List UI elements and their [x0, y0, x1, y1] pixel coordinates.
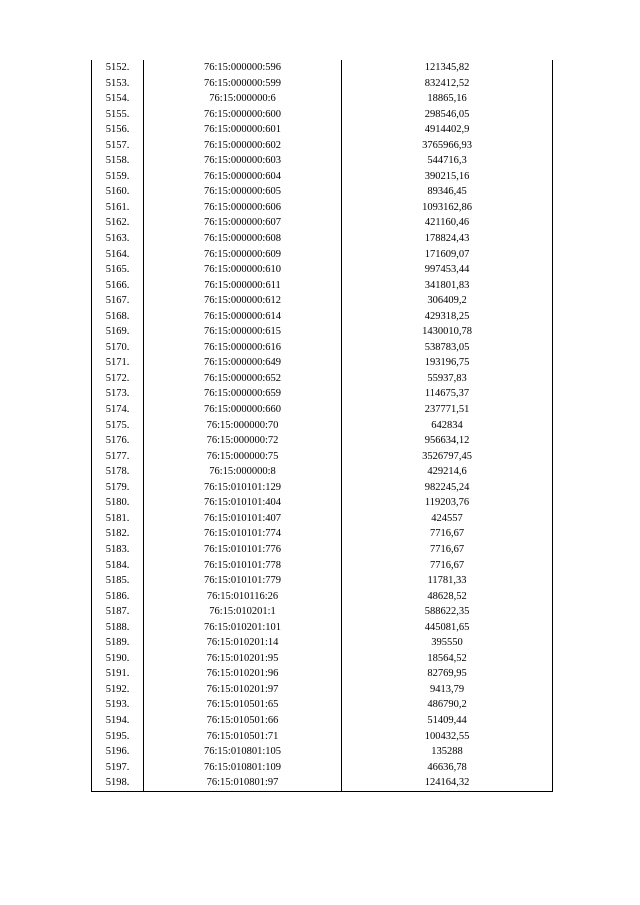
cadastral-value-cell: 832412,52: [342, 76, 553, 92]
cadastral-value-cell: 7716,67: [342, 558, 553, 574]
row-number-cell: 5167.: [92, 293, 144, 309]
table-row: [92, 449, 553, 465]
cadastral-value-cell: 178824,43: [342, 231, 553, 247]
row-number-cell: 5175.: [92, 418, 144, 434]
table-row: [92, 324, 553, 340]
cadastral-number-cell: 76:15:000000:612: [144, 293, 342, 309]
table-row: [92, 495, 553, 511]
cadastral-number-cell: 76:15:000000:70: [144, 418, 342, 434]
row-number-cell: 5169.: [92, 324, 144, 340]
row-number-cell: 5186.: [92, 589, 144, 605]
cadastral-value-cell: 82769,95: [342, 666, 553, 682]
cadastral-value-cell: 642834: [342, 418, 553, 434]
table-row: [92, 697, 553, 713]
cadastral-value-cell: 395550: [342, 635, 553, 651]
table-row: [92, 231, 553, 247]
table-row: [92, 744, 553, 760]
table-row: [92, 713, 553, 729]
cadastral-value-cell: 237771,51: [342, 402, 553, 418]
cadastral-value-cell: 421160,46: [342, 215, 553, 231]
table-row: [92, 184, 553, 200]
table-row: [92, 371, 553, 387]
cadastral-number-cell: 76:15:010116:26: [144, 589, 342, 605]
cadastral-value-cell: 486790,2: [342, 697, 553, 713]
table-row: [92, 511, 553, 527]
cadastral-number-cell: 76:15:010101:407: [144, 511, 342, 527]
cadastral-value-cell: 306409,2: [342, 293, 553, 309]
cadastral-value-cell: 3765966,93: [342, 138, 553, 154]
cadastral-number-cell: 76:15:000000:608: [144, 231, 342, 247]
row-number-cell: 5191.: [92, 666, 144, 682]
table-row: [92, 589, 553, 605]
row-number-cell: 5173.: [92, 386, 144, 402]
cadastral-value-cell: 18865,16: [342, 91, 553, 107]
cadastral-number-cell: 76:15:000000:8: [144, 464, 342, 480]
cadastral-number-cell: 76:15:000000:600: [144, 107, 342, 123]
cadastral-value-cell: 119203,76: [342, 495, 553, 511]
cadastral-value-cell: 3526797,45: [342, 449, 553, 465]
cadastral-value-cell: 390215,16: [342, 169, 553, 185]
row-number-cell: 5172.: [92, 371, 144, 387]
row-number-cell: 5157.: [92, 138, 144, 154]
table-row: [92, 153, 553, 169]
row-number-cell: 5192.: [92, 682, 144, 698]
table-row: [92, 107, 553, 123]
cadastral-number-cell: 76:15:000000:652: [144, 371, 342, 387]
cadastral-value-cell: 588622,35: [342, 604, 553, 620]
cadastral-number-cell: 76:15:000000:611: [144, 278, 342, 294]
cadastral-number-cell: 76:15:000000:649: [144, 355, 342, 371]
cadastral-number-cell: 76:15:010201:101: [144, 620, 342, 636]
cadastral-value-cell: 114675,37: [342, 386, 553, 402]
table-row: [92, 682, 553, 698]
table-row: [92, 635, 553, 651]
cadastral-number-cell: 76:15:000000:603: [144, 153, 342, 169]
table-row: [92, 418, 553, 434]
table-row: [92, 91, 553, 107]
row-number-cell: 5159.: [92, 169, 144, 185]
table-row: [92, 666, 553, 682]
cadastral-value-cell: 11781,33: [342, 573, 553, 589]
table-row: [92, 169, 553, 185]
cadastral-number-cell: 76:15:010801:105: [144, 744, 342, 760]
cadastral-number-cell: 76:15:000000:660: [144, 402, 342, 418]
cadastral-number-cell: 76:15:010101:778: [144, 558, 342, 574]
cadastral-number-cell: 76:15:010201:14: [144, 635, 342, 651]
cadastral-value-cell: 51409,44: [342, 713, 553, 729]
table-row: [92, 340, 553, 356]
row-number-cell: 5185.: [92, 573, 144, 589]
cadastral-value-cell: 48628,52: [342, 589, 553, 605]
table-row: [92, 309, 553, 325]
table-row: [92, 542, 553, 558]
table-row: [92, 355, 553, 371]
table-row: [92, 775, 553, 791]
row-number-cell: 5193.: [92, 697, 144, 713]
table-row: [92, 386, 553, 402]
cadastral-number-cell: 76:15:010101:776: [144, 542, 342, 558]
row-number-cell: 5179.: [92, 480, 144, 496]
table-row: [92, 247, 553, 263]
cadastral-value-cell: 429214,6: [342, 464, 553, 480]
row-number-cell: 5161.: [92, 200, 144, 216]
cadastral-value-cell: 100432,55: [342, 729, 553, 745]
cadastral-number-cell: 76:15:000000:72: [144, 433, 342, 449]
table-row: [92, 278, 553, 294]
table-row: [92, 558, 553, 574]
row-number-cell: 5187.: [92, 604, 144, 620]
row-number-cell: 5152.: [92, 60, 144, 76]
cadastral-number-cell: 76:15:000000:609: [144, 247, 342, 263]
table-body: [92, 60, 553, 791]
cadastral-value-cell: 4914402,9: [342, 122, 553, 138]
cadastral-value-cell: 124164,32: [342, 775, 553, 791]
cadastral-value-cell: 538783,05: [342, 340, 553, 356]
row-number-cell: 5188.: [92, 620, 144, 636]
row-number-cell: 5197.: [92, 760, 144, 776]
row-number-cell: 5177.: [92, 449, 144, 465]
cadastral-value-cell: 1430010,78: [342, 324, 553, 340]
table-row: [92, 262, 553, 278]
cadastral-number-cell: 76:15:000000:659: [144, 386, 342, 402]
cadastral-value-cell: 424557: [342, 511, 553, 527]
cadastral-value-cell: 46636,78: [342, 760, 553, 776]
cadastral-number-cell: 76:15:000000:607: [144, 215, 342, 231]
cadastral-number-cell: 76:15:000000:601: [144, 122, 342, 138]
table-row: [92, 60, 553, 76]
cadastral-number-cell: 76:15:010201:97: [144, 682, 342, 698]
cadastral-number-cell: 76:15:010501:71: [144, 729, 342, 745]
row-number-cell: 5158.: [92, 153, 144, 169]
row-number-cell: 5166.: [92, 278, 144, 294]
table-row: [92, 729, 553, 745]
row-number-cell: 5155.: [92, 107, 144, 123]
row-number-cell: 5165.: [92, 262, 144, 278]
cadastral-number-cell: 76:15:000000:606: [144, 200, 342, 216]
row-number-cell: 5181.: [92, 511, 144, 527]
row-number-cell: 5170.: [92, 340, 144, 356]
cadastral-number-cell: 76:15:000000:615: [144, 324, 342, 340]
row-number-cell: 5184.: [92, 558, 144, 574]
cadastral-number-cell: 76:15:010101:774: [144, 526, 342, 542]
row-number-cell: 5153.: [92, 76, 144, 92]
cadastral-value-cell: 1093162,86: [342, 200, 553, 216]
table-row: [92, 293, 553, 309]
row-number-cell: 5171.: [92, 355, 144, 371]
cadastral-number-cell: 76:15:010101:404: [144, 495, 342, 511]
cadastral-number-cell: 76:15:010101:779: [144, 573, 342, 589]
row-number-cell: 5162.: [92, 215, 144, 231]
table-row: [92, 760, 553, 776]
cadastral-value-cell: 544716,3: [342, 153, 553, 169]
row-number-cell: 5176.: [92, 433, 144, 449]
cadastral-value-table: [91, 60, 553, 792]
cadastral-value-cell: 982245,24: [342, 480, 553, 496]
cadastral-number-cell: 76:15:010201:95: [144, 651, 342, 667]
table-row: [92, 573, 553, 589]
cadastral-value-cell: 89346,45: [342, 184, 553, 200]
table-row: [92, 480, 553, 496]
row-number-cell: 5174.: [92, 402, 144, 418]
table-row: [92, 433, 553, 449]
cadastral-number-cell: 76:15:010201:1: [144, 604, 342, 620]
cadastral-number-cell: 76:15:000000:75: [144, 449, 342, 465]
table-row: [92, 76, 553, 92]
cadastral-value-cell: 445081,65: [342, 620, 553, 636]
cadastral-value-cell: 7716,67: [342, 526, 553, 542]
cadastral-number-cell: 76:15:000000:599: [144, 76, 342, 92]
cadastral-number-cell: 76:15:010801:109: [144, 760, 342, 776]
row-number-cell: 5183.: [92, 542, 144, 558]
cadastral-number-cell: 76:15:000000:6: [144, 91, 342, 107]
row-number-cell: 5160.: [92, 184, 144, 200]
row-number-cell: 5163.: [92, 231, 144, 247]
cadastral-number-cell: 76:15:000000:602: [144, 138, 342, 154]
cadastral-value-cell: 55937,83: [342, 371, 553, 387]
table-row: [92, 464, 553, 480]
row-number-cell: 5168.: [92, 309, 144, 325]
row-number-cell: 5180.: [92, 495, 144, 511]
cadastral-number-cell: 76:15:010501:65: [144, 697, 342, 713]
row-number-cell: 5156.: [92, 122, 144, 138]
cadastral-value-cell: 171609,07: [342, 247, 553, 263]
row-number-cell: 5195.: [92, 729, 144, 745]
cadastral-value-cell: 429318,25: [342, 309, 553, 325]
cadastral-value-cell: 193196,75: [342, 355, 553, 371]
cadastral-value-cell: 7716,67: [342, 542, 553, 558]
table-row: [92, 526, 553, 542]
table-row: [92, 200, 553, 216]
table-row: [92, 138, 553, 154]
row-number-cell: 5196.: [92, 744, 144, 760]
row-number-cell: 5190.: [92, 651, 144, 667]
cadastral-value-cell: 956634,12: [342, 433, 553, 449]
cadastral-value-cell: 9413,79: [342, 682, 553, 698]
cadastral-value-cell: 18564,52: [342, 651, 553, 667]
cadastral-value-cell: 997453,44: [342, 262, 553, 278]
row-number-cell: 5178.: [92, 464, 144, 480]
table-row: [92, 620, 553, 636]
row-number-cell: 5198.: [92, 775, 144, 791]
cadastral-number-cell: 76:15:010801:97: [144, 775, 342, 791]
cadastral-value-cell: 135288: [342, 744, 553, 760]
table-row: [92, 651, 553, 667]
cadastral-number-cell: 76:15:010101:129: [144, 480, 342, 496]
cadastral-value-cell: 298546,05: [342, 107, 553, 123]
table-row: [92, 604, 553, 620]
table-row: [92, 122, 553, 138]
cadastral-number-cell: 76:15:000000:614: [144, 309, 342, 325]
table-row: [92, 402, 553, 418]
cadastral-number-cell: 76:15:010501:66: [144, 713, 342, 729]
row-number-cell: 5154.: [92, 91, 144, 107]
table-row: [92, 215, 553, 231]
cadastral-number-cell: 76:15:000000:605: [144, 184, 342, 200]
cadastral-number-cell: 76:15:000000:610: [144, 262, 342, 278]
row-number-cell: 5189.: [92, 635, 144, 651]
cadastral-value-cell: 121345,82: [342, 60, 553, 76]
cadastral-number-cell: 76:15:000000:596: [144, 60, 342, 76]
cadastral-number-cell: 76:15:010201:96: [144, 666, 342, 682]
row-number-cell: 5164.: [92, 247, 144, 263]
cadastral-value-cell: 341801,83: [342, 278, 553, 294]
row-number-cell: 5182.: [92, 526, 144, 542]
cadastral-number-cell: 76:15:000000:616: [144, 340, 342, 356]
cadastral-number-cell: 76:15:000000:604: [144, 169, 342, 185]
row-number-cell: 5194.: [92, 713, 144, 729]
